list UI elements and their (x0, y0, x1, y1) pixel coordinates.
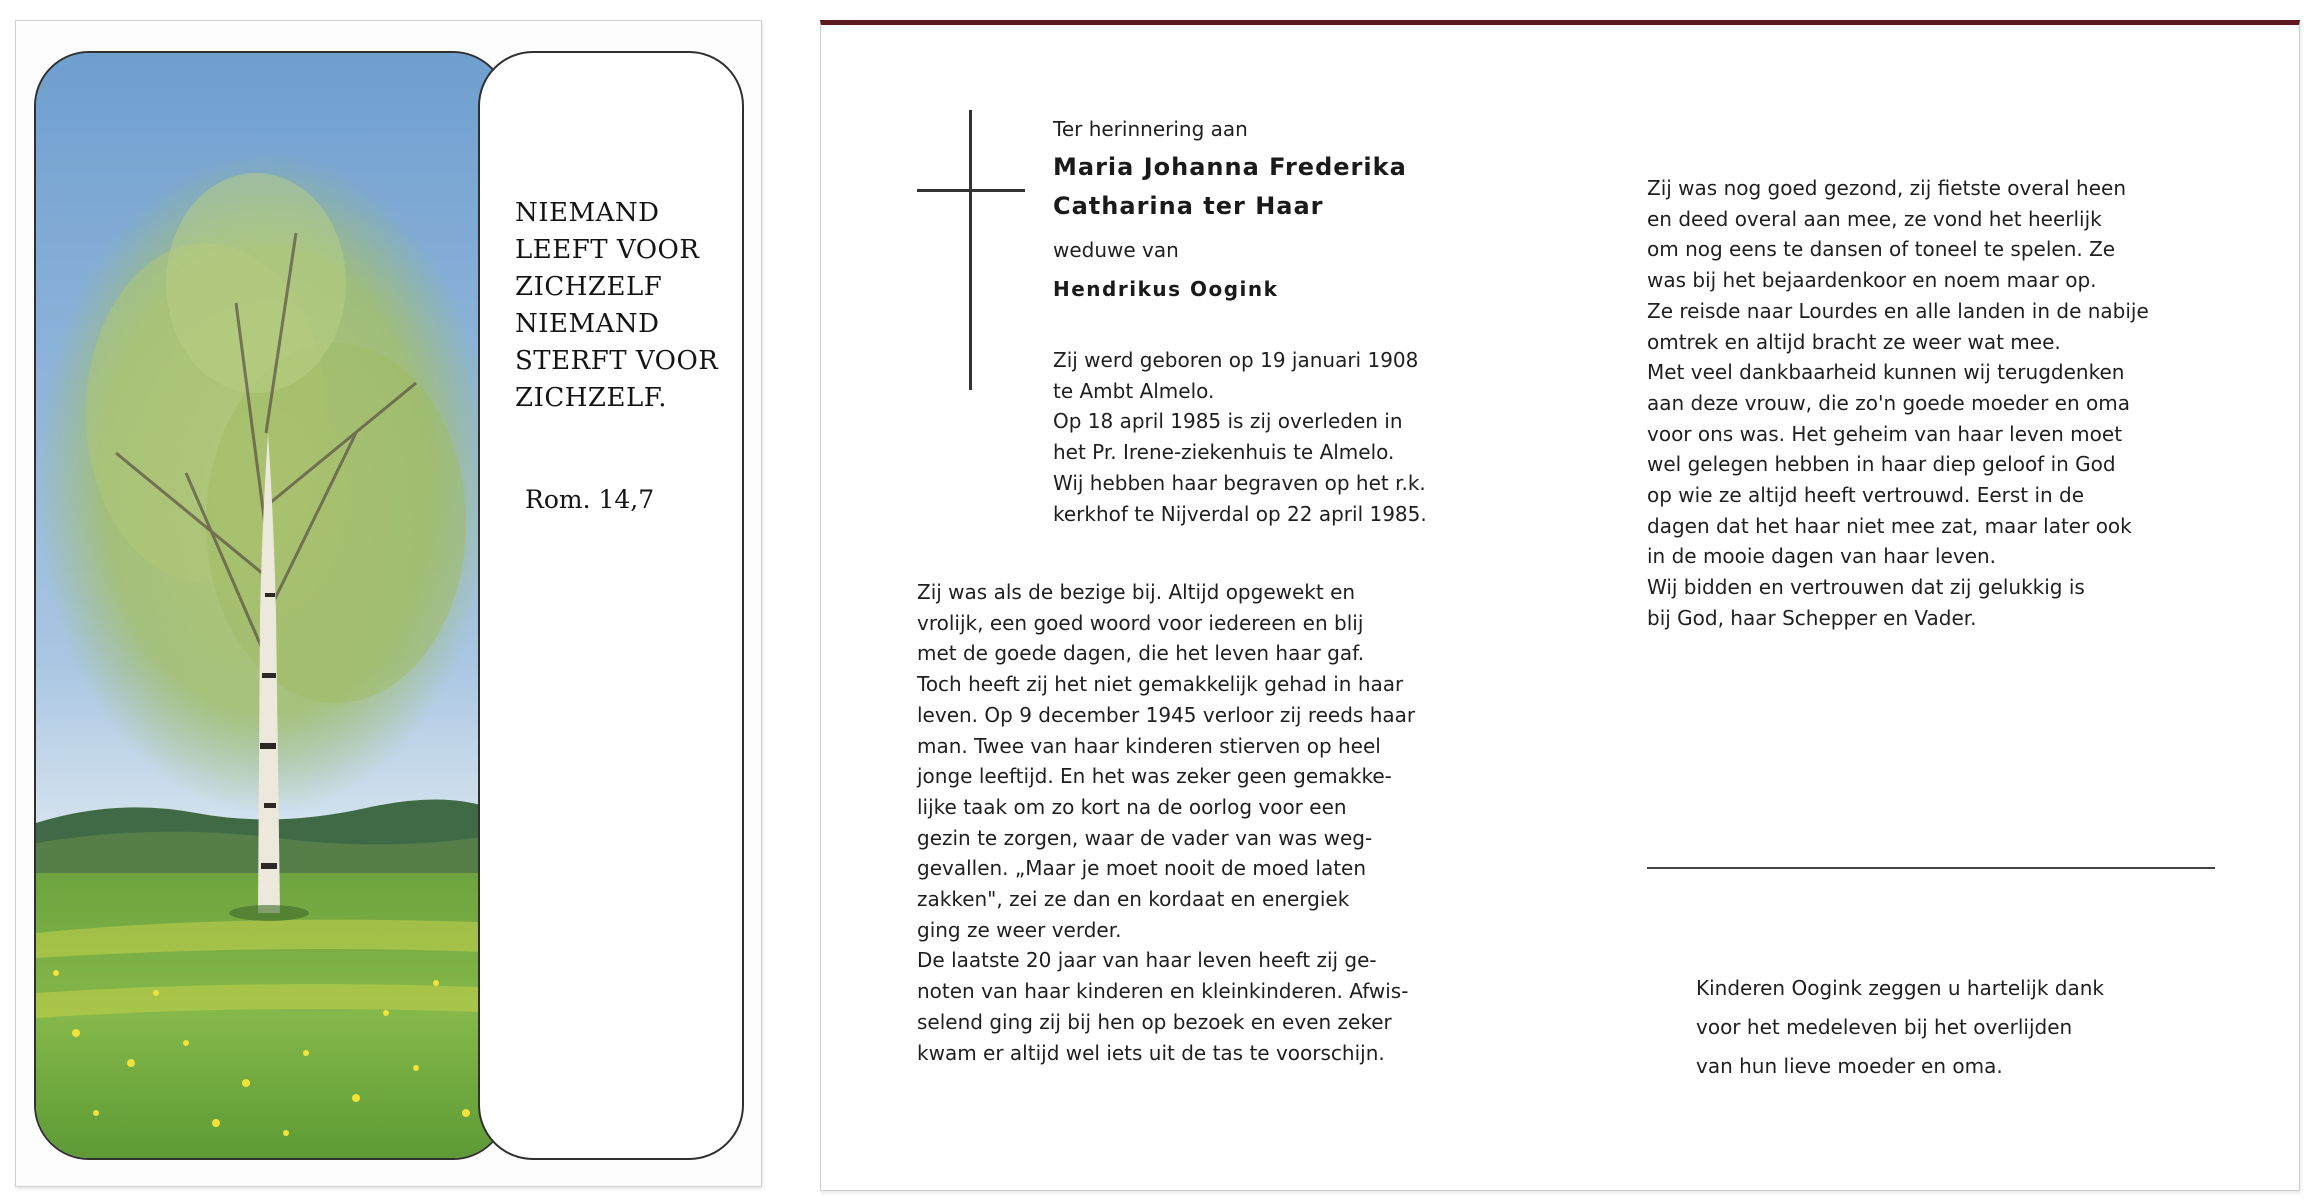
text-line: om nog eens te dansen of toneel te spelen. Ze (1647, 237, 2116, 262)
text-line: voor het medeleven bij het overlijden (1696, 1015, 2073, 1039)
remembrance-label: Ter herinnering aan (1053, 117, 1248, 141)
memorial-card-front (15, 20, 762, 1187)
verse-reference: Rom. 14,7 (525, 485, 655, 514)
text-line: in de mooie dagen van haar leven. (1647, 544, 1997, 569)
text-line: leven. Op 9 december 1945 verloor zij reeds haar (917, 702, 1416, 727)
text-line: noten van haar kinderen en kleinkinderen. Afwis- (917, 979, 1409, 1004)
biography-column-2 (1647, 173, 2149, 634)
text-line: Op 18 april 1985 is zij overleden in (1053, 409, 1403, 434)
verse-line: STERFT VOOR (515, 346, 719, 376)
text-line: te Ambt Almelo. (1053, 378, 1215, 403)
text-line: aan deze vrouw, die zo'n goede moeder en oma (1647, 390, 2130, 415)
divider-line (1647, 867, 2215, 869)
verse-line: NIEMAND (515, 309, 660, 339)
text-line: Zij was als de bezige bij. Altijd opgewekt en (917, 580, 1356, 604)
widow-label: weduwe van (1053, 238, 1179, 262)
text-line: Toch heeft zij het niet gemakkelijk gehad in haar (917, 672, 1404, 697)
verse-line: ZICHZELF. (515, 383, 667, 413)
text-line: man. Twee van haar kinderen stierven op heel (917, 733, 1381, 758)
text-line: Met veel dankbaarheid kunnen wij terugdenken (1647, 360, 2125, 385)
text-line: ging ze weer verder. (917, 917, 1122, 942)
text-line: en deed overal aan mee, ze vond het heerlijk (1647, 206, 2102, 231)
birch-tree-meadow-photo (36, 53, 506, 1158)
text-line: op wie ze altijd heeft vertrouwd. Eerst in de (1647, 483, 2085, 508)
text-line: van hun lieve moeder en oma. (1696, 1054, 2003, 1078)
text-line: dagen dat het haar niet mee zat, maar later ook (1647, 513, 2132, 538)
text-line: omtrek en altijd bracht ze weer wat mee. (1647, 329, 2061, 354)
memorial-card-inside (820, 20, 2300, 1191)
text-line: kerkhof te Nijverdal op 22 april 1985. (1053, 501, 1427, 526)
verse-line: ZICHZELF (515, 272, 663, 302)
text-line: voor ons was. Het geheim van haar leven moet (1647, 421, 2123, 446)
birch-tree-photo (34, 51, 508, 1160)
deceased-name-line-1: Maria Johanna Frederika (1053, 153, 1407, 181)
biography-column-1 (917, 577, 1415, 1068)
text-line: Ze reisde naar Lourdes en alle landen in de nabije (1647, 298, 2149, 323)
text-line: Kinderen Oogink zeggen u hartelijk dank (1696, 976, 2104, 1000)
text-line: Zij werd geboren op 19 januari 1908 (1053, 348, 1419, 372)
thanks-paragraph (1696, 969, 2104, 1086)
text-line: kwam er altijd wel iets uit de tas te voorschijn. (917, 1040, 1385, 1065)
text-line: gezin te zorgen, waar de vader van was weg- (917, 825, 1373, 850)
life-dates-paragraph (1053, 345, 1427, 529)
text-line: De laatste 20 jaar van haar leven heeft zij ge- (917, 948, 1377, 973)
text-line: vrolijk, een goed woord voor iedereen en blij (917, 610, 1364, 635)
cross-icon (969, 110, 972, 390)
text-line: bij God, haar Schepper en Vader. (1647, 605, 1977, 630)
text-line: het Pr. Irene-ziekenhuis te Almelo. (1053, 440, 1395, 465)
text-line: was bij het bejaardenkoor en noem maar op. (1647, 268, 2097, 293)
verse-line: NIEMAND (515, 198, 660, 228)
deceased-name-line-2: Catharina ter Haar (1053, 192, 1324, 220)
text-line: selend ging zij bij hen op bezoek en even zeker (917, 1009, 1392, 1034)
text-line: met de goede dagen, die het leven haar gaf. (917, 641, 1365, 666)
text-line: lijke taak om zo kort na de oorlog voor een (917, 794, 1347, 819)
husband-name: Hendrikus Oogink (1053, 277, 1279, 301)
text-line: wel gelegen hebben in haar diep geloof in God (1647, 452, 2116, 477)
text-line: Wij hebben haar begraven op het r.k. (1053, 470, 1426, 495)
text-line: Wij bidden en vertrouwen dat zij gelukkig is (1647, 575, 2085, 600)
text-line: zakken", zei ze dan en kordaat en energiek (917, 887, 1350, 912)
verse-text (515, 195, 718, 417)
verse-panel (478, 51, 744, 1160)
text-line: jonge leeftijd. En het was zeker geen gemakke- (917, 764, 1392, 789)
verse-line: LEEFT VOOR (515, 235, 700, 265)
text-line: Zij was nog goed gezond, zij fietste overal heen (1647, 176, 2127, 200)
cross-icon-bar (917, 189, 1025, 192)
text-line: gevallen. „Maar je moet nooit de moed laten (917, 856, 1367, 881)
